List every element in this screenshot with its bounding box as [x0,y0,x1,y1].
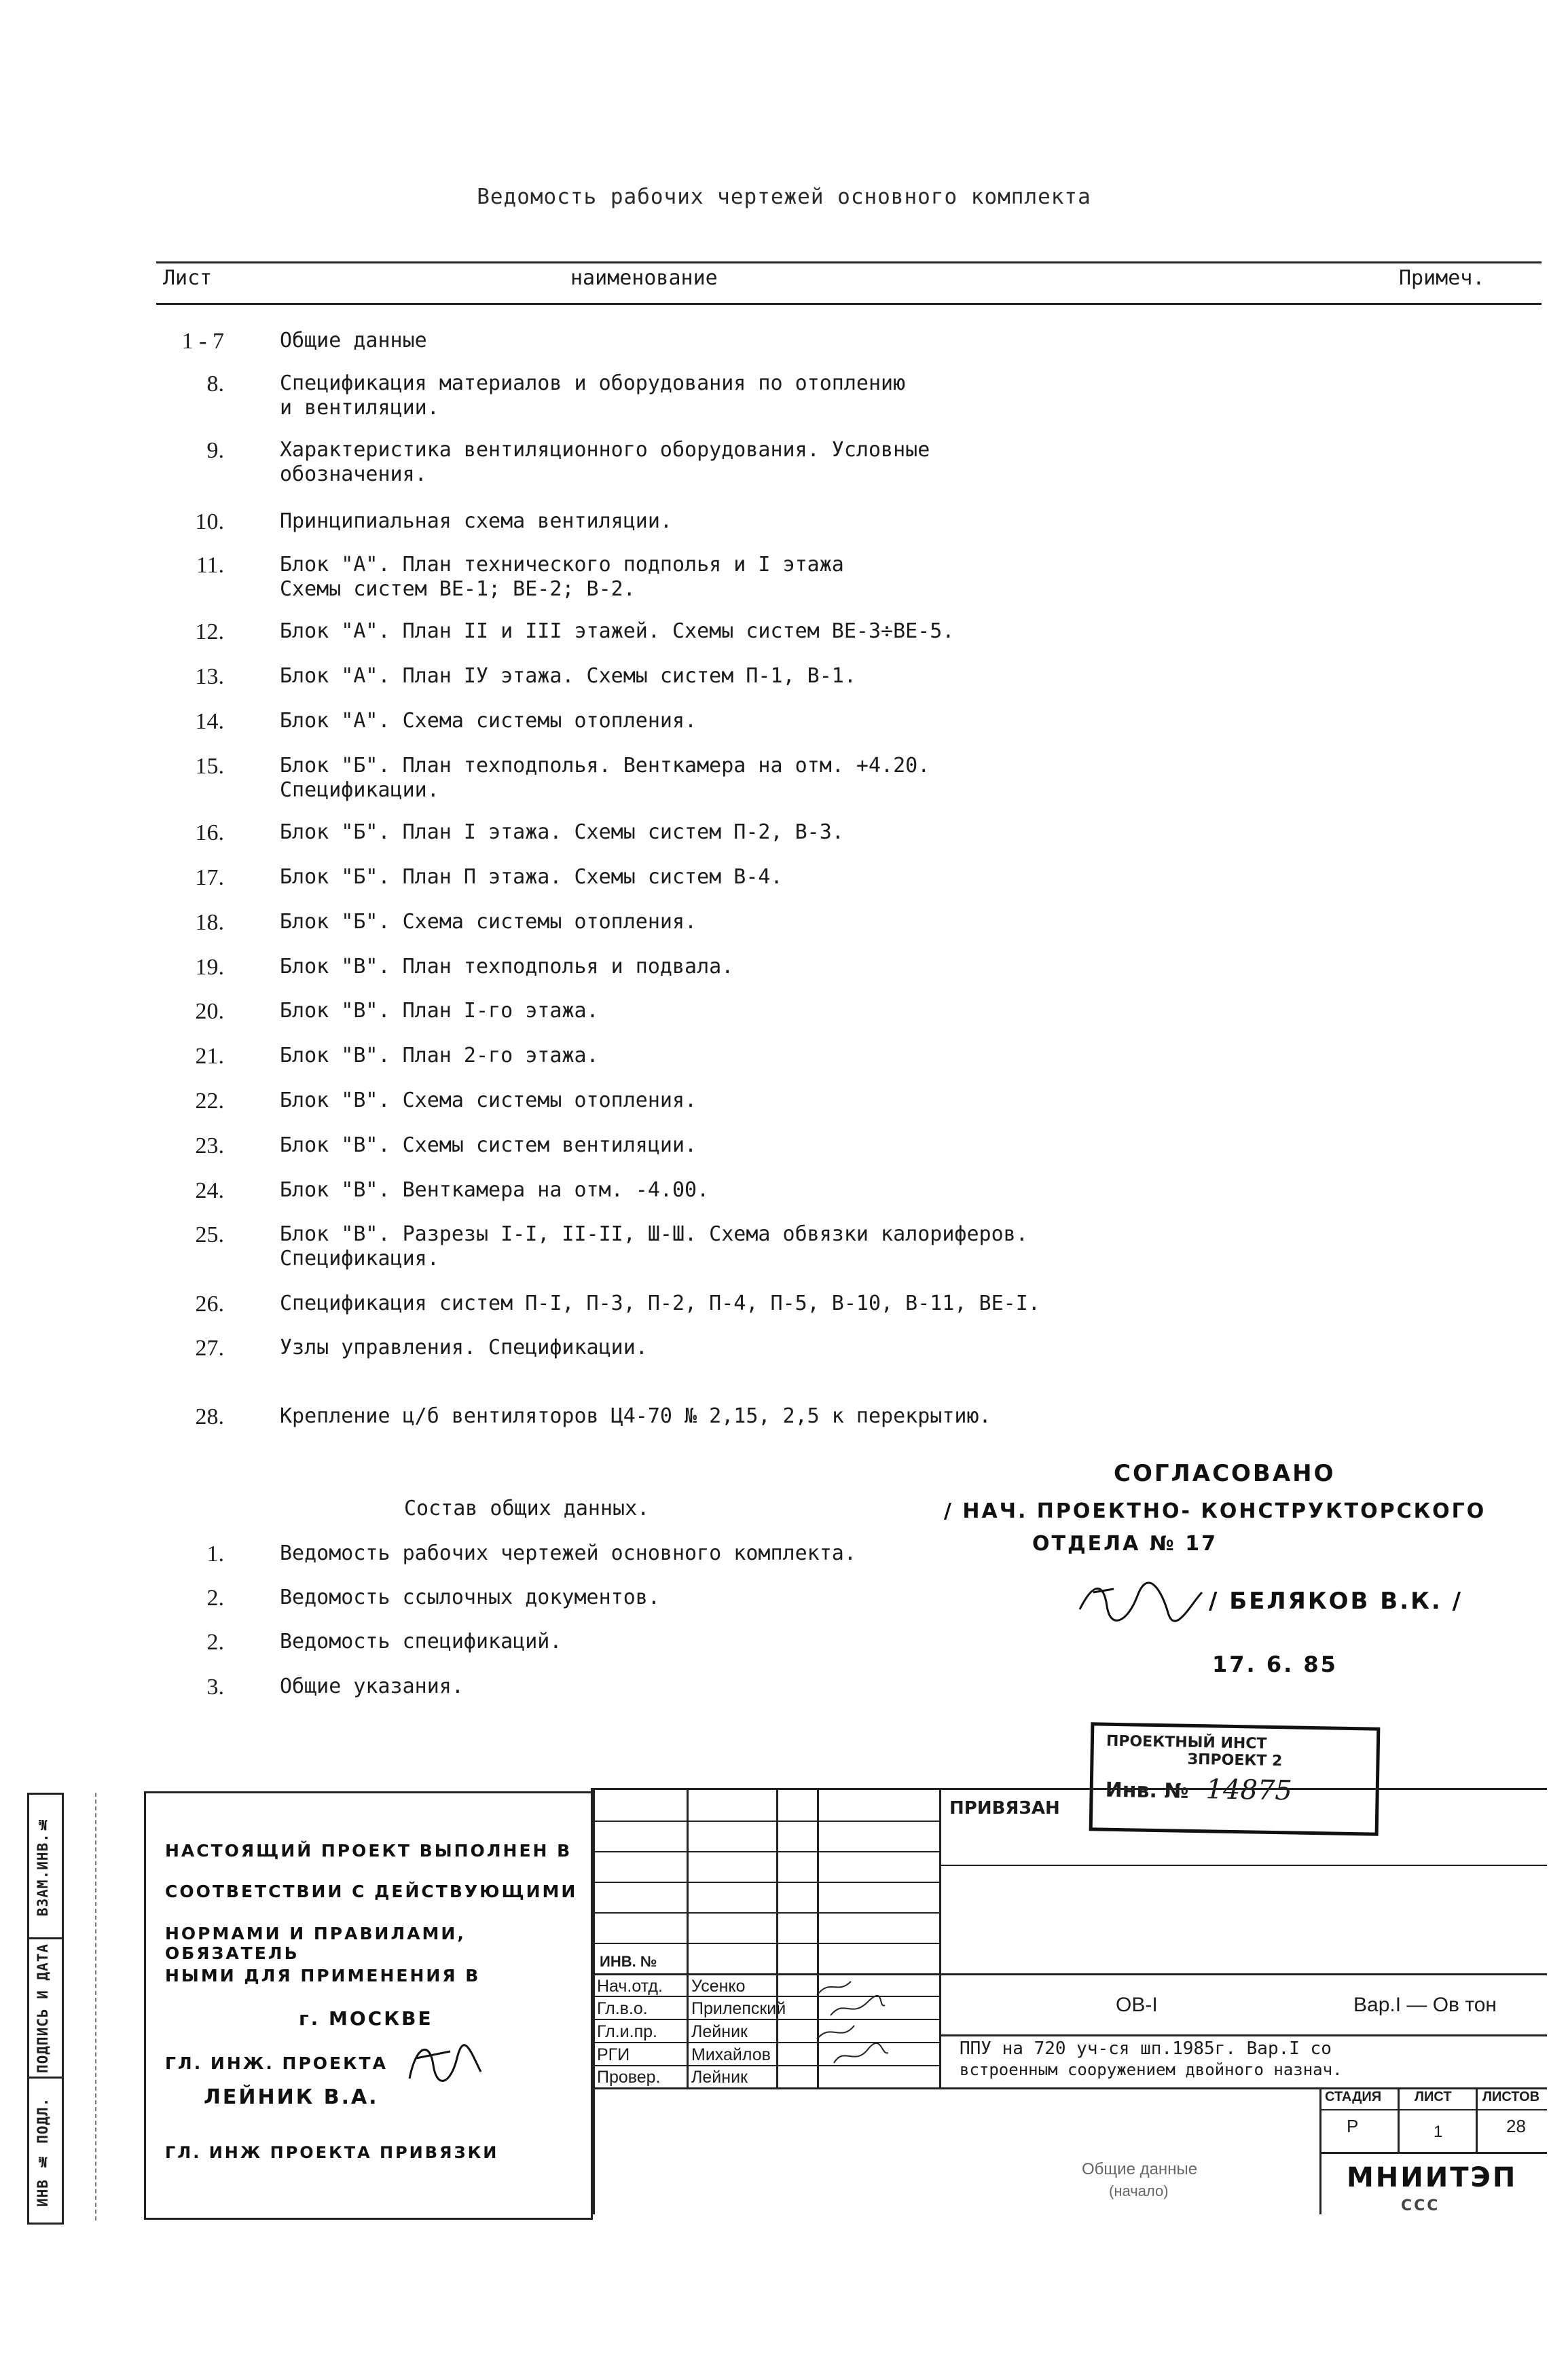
row-number: 19. [195,955,224,980]
row-title: Блок "В". Разрезы I-I, II-II, Ш-Ш. Схема обвязки калориферов. Спецификация. [280,1222,1028,1270]
grid-line [1319,2087,1321,2214]
row-number: 22. [195,1089,224,1114]
note-line: НЫМИ ДЛЯ ПРИМЕНЕНИЯ В [165,1966,481,1986]
row-number: 18. [195,910,224,935]
row-title: Блок "А". План IУ этажа. Схемы систем П-1, В-1. [280,664,856,688]
grid-line [1319,2109,1547,2110]
chief-engineer-label: ГЛ. ИНЖ. ПРОЕКТА [165,2053,388,2073]
general-item-title: Ведомость ссылочных документов. [280,1586,660,1609]
row-title: Блок "Б". План П этажа. Схемы систем В-4. [280,865,783,889]
title-block-signatures [803,1975,939,2087]
note-line: НАСТОЯЩИЙ ПРОЕКТ ВЫПОЛНЕН В [165,1841,572,1861]
row-number: 13. [195,664,224,689]
row-number: 1 - 7 [181,329,224,354]
stamp-line-2: ЗПРОЕКТ 2 [1187,1751,1283,1770]
row-number: 9. [206,438,224,463]
row-number: 16. [195,820,224,845]
row-title: Блок "А". Схема системы отопления. [280,709,697,733]
row-title: Блок "Б". План I этажа. Схемы систем П-2, В-3. [280,820,844,844]
person-name: Прилепский [691,1999,786,2018]
header-top-rule [156,261,1542,263]
person-name: Лейник [691,2068,748,2087]
project-line-1: ППУ на 720 уч-ся шп.1985г. Вар.I со [960,2038,1332,2059]
grid-line [1319,2152,1547,2154]
row-number: 25. [195,1222,224,1247]
sheet-subtitle: (начало) [1109,2182,1169,2199]
sheets-header: ЛИСТОВ [1482,2089,1540,2104]
row-number: 24. [195,1178,224,1203]
sheet-title: Общие данные [1082,2160,1198,2178]
row-number: 14. [195,709,224,734]
binding-engineer-label: ГЛ. ИНЖ ПРОЕКТА ПРИВЯЗКИ [165,2143,499,2162]
person-role: Гл.в.о. [597,1999,648,2018]
grid-line [1476,2087,1478,2152]
approval-title: СОГЛАСОВАНО [1114,1460,1336,1487]
grid-line [593,2087,1547,2089]
grid-line [593,1790,595,2214]
row-number: 10. [195,509,224,534]
side-strip-label: ВЗАМ.ИНВ.№ [35,1816,51,1916]
sheet-value: 1 [1434,2123,1443,2141]
inventory-number-label: ИНВ. № [600,1953,657,1970]
chief-engineer-signature [403,2038,491,2092]
note-box [144,1791,593,2220]
grid-line [593,1973,1547,1975]
row-number: 28. [195,1404,224,1429]
header-bottom-rule [156,303,1542,305]
grid-line [939,1865,1547,1866]
column-note: Примеч. [1399,266,1485,290]
sheet-header: ЛИСТ [1415,2089,1452,2104]
person-name: Усенко [691,1977,746,1996]
side-strip-label: ПОДПИСЬ И ДАТА [35,1943,51,2073]
chief-engineer-name: ЛЕЙНИК В.А. [204,2085,379,2109]
general-item-number: 2. [206,1586,224,1611]
person-role: РГИ [597,2045,630,2064]
stage-value: Р [1347,2116,1359,2136]
note-line: НОРМАМИ И ПРАВИЛАМИ, ОБЯЗАТЕЛЬ [165,1924,466,1963]
general-item-title: Ведомость рабочих чертежей основного комплекта. [280,1541,856,1565]
general-item-number: 1. [206,1541,224,1567]
row-title: Блок "Б". Схема системы отопления. [280,910,697,934]
row-title: Блок "В". План I-го этажа. [280,999,599,1023]
row-title: Блок "Б". План техподполья. Венткамера на отм. +4.20. Спецификации. [280,754,930,802]
note-line: СООТВЕТСТВИИ С ДЕЙСТВУЮЩИМИ [165,1882,578,1901]
row-title: Блок "А". План технического подполья и I этажа Схемы систем ВЕ-1; ВЕ-2; В-2. [280,553,844,601]
stamp-label: Инв. № [1105,1778,1189,1804]
general-item-title: Ведомость спецификаций. [280,1630,562,1653]
row-title: Блок "А". План II и III этажей. Схемы систем ВЕ-3÷ВЕ-5. [280,619,955,643]
side-strip-label: ИНВ № ПОДЛ. [35,2097,51,2207]
grid-line [939,2034,1547,2036]
row-number: 17. [195,865,224,890]
title-block [591,1788,1547,2214]
row-title: Спецификация систем П-I, П-3, П-2, П-4, П-5, В-10, В-11, ВЕ-I. [280,1292,1040,1315]
row-title: Принципиальная схема вентиляции. [280,509,672,533]
row-number: 20. [195,999,224,1024]
side-strip-divider [29,2077,62,2079]
grid-line [939,1790,941,2087]
grid-line [593,1943,939,1944]
person-role: Нач.отд. [597,1977,663,1996]
person-role: Провер. [597,2068,661,2087]
grid-line [593,1912,939,1914]
general-item-title: Общие указания. [280,1675,464,1698]
organization-name: МНИИТЭП [1347,2162,1518,2193]
general-item-number: 3. [206,1675,224,1700]
row-title: Блок "В". План 2-го этажа. [280,1044,599,1067]
row-title: Блок "В". План техподполья и подвала. [280,955,734,979]
approval-department: / НАЧ. ПРОЕКТНО- КОНСТРУКТОРСКОГО [944,1499,1487,1523]
approval-signature [1073,1575,1209,1630]
grid-line [593,1821,939,1822]
row-title: Спецификация материалов и оборудования по отоплению и вентиляции. [280,371,906,420]
note-line: г. МОСКВЕ [299,2007,433,2030]
document-code: ОВ-I [1116,1994,1158,2016]
row-number: 12. [195,619,224,644]
row-title: Блок "В". Схемы систем вентиляции. [280,1133,697,1157]
row-number: 11. [196,553,224,578]
row-number: 21. [195,1044,224,1069]
side-strip-dashed-line [95,1793,96,2220]
grid-line [1398,2087,1400,2152]
approval-department-number: ОТДЕЛА № 17 [1032,1532,1218,1556]
organization-sub: ССС [1401,2197,1440,2214]
side-strip [27,1793,64,2225]
grid-line [593,1882,939,1883]
document-title: Ведомость рабочих чертежей основного комплекта [477,185,1091,209]
row-number: 26. [195,1292,224,1317]
row-title: Крепление ц/б вентиляторов Ц4-70 № 2,15, 2,5 к перекрытию. [280,1404,991,1428]
document-variant: Вар.I — Ов тон [1353,1994,1497,2016]
project-line-2: встроенным сооружением двойного назнач. [960,2060,1343,2079]
grid-line [593,1851,939,1852]
stage-header: СТАДИЯ [1325,2089,1382,2104]
approval-signatory: / БЕЛЯКОВ В.К. / [1209,1588,1463,1615]
row-title: Блок "В". Схема системы отопления. [280,1089,697,1112]
stamp-number: 14875 [1205,1774,1293,1807]
row-title: Узлы управления. Спецификации. [280,1336,648,1359]
row-title: Характеристика вентиляционного оборудования. Условные обозначения. [280,438,930,486]
person-name: Михайлов [691,2045,771,2064]
person-name: Лейник [691,2022,748,2041]
column-sheet: Лист [163,266,213,290]
general-item-number: 2. [206,1630,224,1655]
row-number: 8. [206,371,224,397]
approval-date: 17. 6. 85 [1212,1651,1338,1677]
row-number: 15. [195,754,224,779]
side-strip-divider [29,1937,62,1939]
column-name: наименование [570,266,718,290]
row-title: Блок "В". Венткамера на отм. -4.00. [280,1178,710,1202]
row-title: Общие данные [280,329,427,352]
row-number: 23. [195,1133,224,1158]
privyazan-label: ПРИВЯЗАН [949,1798,1060,1818]
general-data-title: Состав общих данных. [404,1497,650,1520]
stamp-line-1: ПРОЕКТНЫЙ ИНСТ [1106,1732,1267,1753]
sheets-value: 28 [1506,2116,1526,2136]
person-role: Гл.и.пр. [597,2022,657,2041]
row-number: 27. [195,1336,224,1361]
